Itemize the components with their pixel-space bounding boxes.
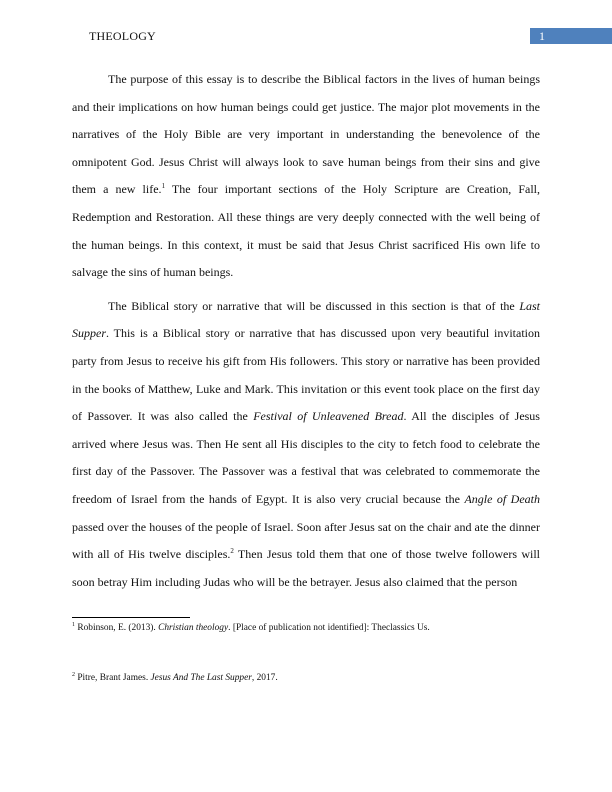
footnote-title: Christian theology	[158, 623, 229, 633]
paragraph-text: . All the disciples of Jesus arrived where Jesus was. Then He sent all His disciples to the city to fetch food to celebrate the first day of the Passover. The Passover was a festival that was celebrated to commemorate the freedom of Israel from the hands of Egypt. It is also very crucial because the	[72, 409, 540, 506]
footnote-1	[72, 622, 552, 634]
footnote-separator	[72, 617, 190, 618]
paragraph-text: The Biblical story or narrative that will be discussed in this section is that of the	[108, 298, 520, 313]
footnote-text: , 2017.	[251, 673, 278, 683]
footnote-reference-2[interactable]: 2	[230, 547, 234, 556]
paragraph-text: The purpose of this essay is to describe the Biblical factors in the lives of human beings and their implications on how human beings could get justice. The major plot movements in the narratives of the Holy Bible are very important in understanding the benevolence of the omnipotent God. Jesus Christ will always look to save human beings from their sins and give them a new life.	[72, 72, 540, 197]
footnote-number: 1	[72, 622, 75, 628]
footnote-text: . [Place of publication not identified]: Theclassics Us.	[228, 623, 430, 633]
paragraph-last-supper	[72, 293, 540, 597]
paragraph-text: The four important sections of the Holy Scripture are Creation, Fall, Redemption and Restoration. All these things are very deeply connected with the well being of the human beings. In this context, it must be said that Jesus Christ sacrificed His own life to salvage the sins of human beings.	[72, 182, 541, 280]
paragraph-introduction	[72, 66, 540, 287]
footnote-text: Robinson, E. (2013).	[75, 623, 159, 633]
footnote-title: Jesus And The Last Supper	[150, 673, 252, 683]
essay-body	[72, 66, 540, 602]
paragraph-text: Then Jesus told them that one of those twelve followers will soon betray Him including Judas who will be the betrayer. Jesus also claimed that the person	[72, 547, 540, 589]
page-number-badge	[530, 28, 612, 44]
footnote-2	[72, 672, 552, 684]
footnote-number: 2	[72, 672, 75, 678]
page-number: 1	[539, 29, 545, 43]
italic-term-angle-of-death: Angle of Death	[464, 491, 541, 506]
footnote-reference-1[interactable]: 1	[161, 182, 166, 191]
running-header-title: THEOLOGY	[89, 29, 156, 43]
italic-term-last-supper: Last Supper	[72, 298, 540, 341]
paragraph-text: . This is a Biblical story or narrative that has discussed upon very beautiful invitation party from Jesus to receive his gift from His followers. This story or narrative has been provided in the books of Matthew, Luke and Mark. This invitation or this event took place on the first day of Passover. It was also called the	[72, 326, 540, 424]
italic-term-festival: Festival of Unleavened Bread	[253, 409, 404, 424]
paragraph-text: passed over the houses of the people of Israel. Soon after Jesus sat on the chair and ate the dinner with all of His twelve disciples.	[72, 519, 540, 562]
footnote-text: Pitre, Brant James.	[75, 673, 151, 683]
